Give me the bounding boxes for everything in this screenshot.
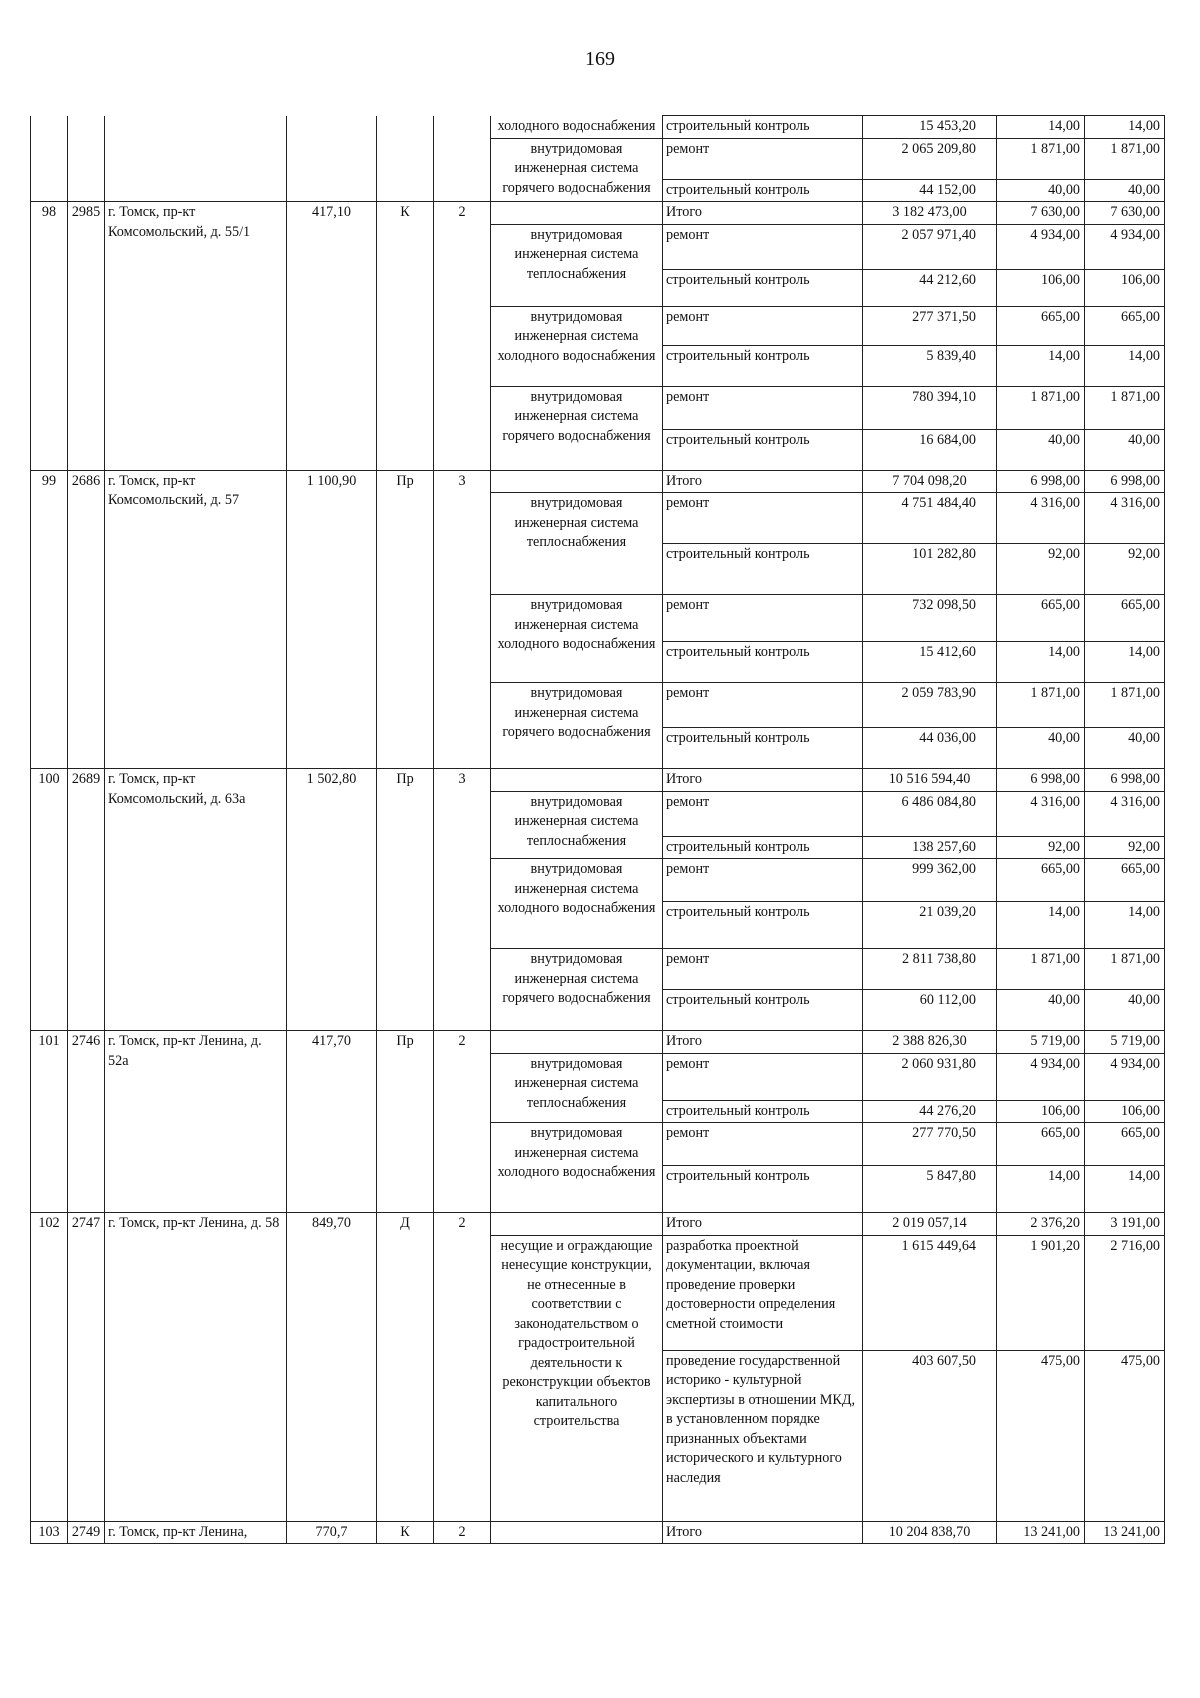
total-label: Итого	[663, 1031, 863, 1054]
work-cell: строительный контроль	[663, 990, 863, 1031]
work-cell: ремонт	[663, 138, 863, 179]
entry-row	[31, 1521, 1165, 1544]
element-cell: внутридомовая инженерная система холодного водоснабжения	[491, 1123, 663, 1213]
unit-cost-cell: 475,00	[997, 1350, 1085, 1521]
unit-cost-cell: 40,00	[997, 429, 1085, 470]
unit-cost-cell: 4 316,00	[997, 493, 1085, 544]
cost-cell: 15 412,60	[863, 642, 997, 683]
cost-cell: 5 847,80	[863, 1166, 997, 1213]
max-unit-cost-cell: 92,00	[1085, 544, 1165, 595]
entry-floors: 3	[434, 769, 491, 1031]
entry-row	[31, 470, 1165, 493]
cost-cell: 15 453,20	[863, 116, 997, 139]
entry-number: 98	[31, 202, 68, 471]
max-unit-cost-cell: 2 716,00	[1085, 1235, 1165, 1350]
total-label: Итого	[663, 769, 863, 792]
work-cell: разработка проектной документации, включая проведение проверки достоверности определения сметной стоимости	[663, 1235, 863, 1350]
entry-row	[31, 1031, 1165, 1054]
entry-floors: 2	[434, 1031, 491, 1213]
work-cell: ремонт	[663, 595, 863, 642]
cost-cell: 5 839,40	[863, 345, 997, 386]
entry-code: 2747	[68, 1213, 105, 1522]
unit-cost-cell: 665,00	[997, 595, 1085, 642]
element-cell: внутридомовая инженерная система теплоснабжения	[491, 224, 663, 306]
page-number: 169	[585, 48, 615, 70]
element-cell-empty	[491, 1213, 663, 1236]
element-cell-empty	[491, 1031, 663, 1054]
max-unit-cost-cell: 40,00	[1085, 179, 1165, 202]
entry-area: 1 502,80	[287, 769, 377, 1031]
entry-row	[31, 769, 1165, 792]
max-unit-cost-cell: 475,00	[1085, 1350, 1165, 1521]
max-unit-cost-cell: 40,00	[1085, 429, 1165, 470]
total-label: Итого	[663, 202, 863, 225]
entry-address: г. Томск, пр-кт Комсомольский, д. 55/1	[105, 202, 287, 471]
cost-cell: 999 362,00	[863, 859, 997, 902]
unit-cost-cell: 14,00	[997, 345, 1085, 386]
unit-cost-cell: 4 934,00	[997, 224, 1085, 269]
work-cell: ремонт	[663, 1123, 863, 1166]
cost-cell: 60 112,00	[863, 990, 997, 1031]
entry-row	[31, 202, 1165, 225]
entry-code: 2686	[68, 470, 105, 769]
work-cell: ремонт	[663, 859, 863, 902]
unit-cost-cell: 14,00	[997, 1166, 1085, 1213]
max-unit-cost-cell: 40,00	[1085, 728, 1165, 769]
entry-address: г. Томск, пр-кт Ленина, д. 58	[105, 1213, 287, 1522]
element-cell: внутридомовая инженерная система горячего водоснабжения	[491, 683, 663, 769]
total-max-unit-cost: 7 630,00	[1085, 202, 1165, 225]
entry-address: г. Томск, пр-кт Комсомольский, д. 57	[105, 470, 287, 769]
max-unit-cost-cell: 14,00	[1085, 902, 1165, 949]
total-unit-cost: 13 241,00	[997, 1521, 1085, 1544]
max-unit-cost-cell: 4 934,00	[1085, 1053, 1165, 1100]
entry-number: 102	[31, 1213, 68, 1522]
cost-cell: 6 486 084,80	[863, 791, 997, 836]
total-max-unit-cost: 5 719,00	[1085, 1031, 1165, 1054]
unit-cost-cell: 1 871,00	[997, 683, 1085, 728]
entry-address: г. Томск, пр-кт Ленина,	[105, 1521, 287, 1544]
entry-type: Пр	[377, 470, 434, 769]
cost-cell: 44 152,00	[863, 179, 997, 202]
work-cell: строительный контроль	[663, 544, 863, 595]
work-cell: ремонт	[663, 386, 863, 429]
element-cell: внутридомовая инженерная система теплоснабжения	[491, 493, 663, 595]
cost-cell: 277 770,50	[863, 1123, 997, 1166]
element-cell-empty	[491, 1521, 663, 1544]
cost-cell: 44 276,20	[863, 1100, 997, 1123]
work-cell: строительный контроль	[663, 902, 863, 949]
entry-type: Пр	[377, 1031, 434, 1213]
work-cell: ремонт	[663, 683, 863, 728]
element-cell: внутридомовая инженерная система холодного водоснабжения	[491, 306, 663, 386]
entry-address: г. Томск, пр-кт Комсомольский, д. 63а	[105, 769, 287, 1031]
work-cell: ремонт	[663, 224, 863, 269]
entry-floors: 2	[434, 1521, 491, 1544]
cost-cell: 44 212,60	[863, 269, 997, 306]
entry-area: 849,70	[287, 1213, 377, 1522]
total-unit-cost: 5 719,00	[997, 1031, 1085, 1054]
total-unit-cost: 7 630,00	[997, 202, 1085, 225]
work-cell: ремонт	[663, 306, 863, 345]
cost-cell: 2 057 971,40	[863, 224, 997, 269]
work-cell: строительный контроль	[663, 728, 863, 769]
capital-repair-table	[30, 115, 1165, 1544]
total-cost: 3 182 473,00	[863, 202, 997, 225]
max-unit-cost-cell: 1 871,00	[1085, 683, 1165, 728]
cost-cell: 2 811 738,80	[863, 949, 997, 990]
entry-area: 770,7	[287, 1521, 377, 1544]
unit-cost-cell: 92,00	[997, 544, 1085, 595]
work-cell: строительный контроль	[663, 179, 863, 202]
element-cell: внутридомовая инженерная система холодного водоснабжения	[491, 595, 663, 683]
entry-code: 2746	[68, 1031, 105, 1213]
entry-number: 101	[31, 1031, 68, 1213]
entry-type: Д	[377, 1213, 434, 1522]
max-unit-cost-cell: 1 871,00	[1085, 949, 1165, 990]
max-unit-cost-cell: 4 934,00	[1085, 224, 1165, 269]
element-cell: внутридомовая инженерная система горячего водоснабжения	[491, 386, 663, 470]
cost-cell: 4 751 484,40	[863, 493, 997, 544]
total-unit-cost: 6 998,00	[997, 769, 1085, 792]
work-cell: строительный контроль	[663, 836, 863, 859]
max-unit-cost-cell: 1 871,00	[1085, 138, 1165, 179]
total-unit-cost: 2 376,20	[997, 1213, 1085, 1236]
total-cost: 7 704 098,20	[863, 470, 997, 493]
max-unit-cost-cell: 665,00	[1085, 1123, 1165, 1166]
entry-floors: 2	[434, 1213, 491, 1522]
max-unit-cost-cell: 92,00	[1085, 836, 1165, 859]
element-cell-empty	[491, 769, 663, 792]
total-label: Итого	[663, 470, 863, 493]
max-unit-cost-cell: 14,00	[1085, 1166, 1165, 1213]
entry-number: 103	[31, 1521, 68, 1544]
total-cost: 2 388 826,30	[863, 1031, 997, 1054]
entry-code: 2689	[68, 769, 105, 1031]
element-cell: внутридомовая инженерная система горячего водоснабжения	[491, 138, 663, 202]
unit-cost-cell: 14,00	[997, 116, 1085, 139]
entry-area: 1 100,90	[287, 470, 377, 769]
work-cell: ремонт	[663, 493, 863, 544]
entry-row	[31, 1213, 1165, 1236]
continuation-row-hot-1	[31, 138, 1165, 179]
max-unit-cost-cell: 4 316,00	[1085, 493, 1165, 544]
max-unit-cost-cell: 14,00	[1085, 642, 1165, 683]
unit-cost-cell: 665,00	[997, 859, 1085, 902]
cost-cell: 16 684,00	[863, 429, 997, 470]
entry-number: 100	[31, 769, 68, 1031]
cost-cell: 2 059 783,90	[863, 683, 997, 728]
continuation-row-cold	[31, 116, 1165, 139]
work-cell: строительный контроль	[663, 269, 863, 306]
unit-cost-cell: 665,00	[997, 1123, 1085, 1166]
unit-cost-cell: 1 871,00	[997, 138, 1085, 179]
entry-type: Пр	[377, 769, 434, 1031]
work-cell: ремонт	[663, 949, 863, 990]
work-cell: строительный контроль	[663, 345, 863, 386]
unit-cost-cell: 1 901,20	[997, 1235, 1085, 1350]
max-unit-cost-cell: 1 871,00	[1085, 386, 1165, 429]
max-unit-cost-cell: 665,00	[1085, 859, 1165, 902]
cost-cell: 44 036,00	[863, 728, 997, 769]
work-cell: строительный контроль	[663, 1100, 863, 1123]
element-cell: внутридомовая инженерная система теплоснабжения	[491, 791, 663, 859]
element-cell-empty	[491, 470, 663, 493]
entry-address: г. Томск, пр-кт Ленина, д. 52а	[105, 1031, 287, 1213]
total-unit-cost: 6 998,00	[997, 470, 1085, 493]
entry-area: 417,10	[287, 202, 377, 471]
unit-cost-cell: 40,00	[997, 728, 1085, 769]
unit-cost-cell: 92,00	[997, 836, 1085, 859]
total-cost: 10 204 838,70	[863, 1521, 997, 1544]
cost-cell: 780 394,10	[863, 386, 997, 429]
max-unit-cost-cell: 106,00	[1085, 269, 1165, 306]
unit-cost-cell: 14,00	[997, 902, 1085, 949]
entry-area: 417,70	[287, 1031, 377, 1213]
work-cell: ремонт	[663, 791, 863, 836]
total-max-unit-cost: 6 998,00	[1085, 769, 1165, 792]
unit-cost-cell: 14,00	[997, 642, 1085, 683]
work-cell: ремонт	[663, 1053, 863, 1100]
entry-floors: 2	[434, 202, 491, 471]
total-cost: 2 019 057,14	[863, 1213, 997, 1236]
unit-cost-cell: 106,00	[997, 269, 1085, 306]
element-cell: холодного водоснабжения	[491, 116, 663, 139]
max-unit-cost-cell: 14,00	[1085, 116, 1165, 139]
unit-cost-cell: 1 871,00	[997, 386, 1085, 429]
max-unit-cost-cell: 665,00	[1085, 306, 1165, 345]
element-cell: внутридомовая инженерная система теплоснабжения	[491, 1053, 663, 1123]
entry-type: К	[377, 1521, 434, 1544]
cost-cell: 732 098,50	[863, 595, 997, 642]
unit-cost-cell: 4 934,00	[997, 1053, 1085, 1100]
unit-cost-cell: 40,00	[997, 990, 1085, 1031]
total-label: Итого	[663, 1521, 863, 1544]
entry-floors: 3	[434, 470, 491, 769]
max-unit-cost-cell: 14,00	[1085, 345, 1165, 386]
total-cost: 10 516 594,40	[863, 769, 997, 792]
element-cell: несущие и ограждающие ненесущие конструкции, не отнесенные в соответствии с законодательством о градостроительной деятельности к реконструкции объектов капитального строительства	[491, 1235, 663, 1521]
max-unit-cost-cell: 40,00	[1085, 990, 1165, 1031]
unit-cost-cell: 40,00	[997, 179, 1085, 202]
unit-cost-cell: 106,00	[997, 1100, 1085, 1123]
element-cell-empty	[491, 202, 663, 225]
entry-code: 2749	[68, 1521, 105, 1544]
max-unit-cost-cell: 4 316,00	[1085, 791, 1165, 836]
total-max-unit-cost: 3 191,00	[1085, 1213, 1165, 1236]
cost-cell: 2 060 931,80	[863, 1053, 997, 1100]
max-unit-cost-cell: 665,00	[1085, 595, 1165, 642]
cost-cell: 138 257,60	[863, 836, 997, 859]
unit-cost-cell: 4 316,00	[997, 791, 1085, 836]
cost-cell: 2 065 209,80	[863, 138, 997, 179]
entry-code: 2985	[68, 202, 105, 471]
element-cell: внутридомовая инженерная система холодного водоснабжения	[491, 859, 663, 949]
cost-cell: 1 615 449,64	[863, 1235, 997, 1350]
entry-type: К	[377, 202, 434, 471]
unit-cost-cell: 1 871,00	[997, 949, 1085, 990]
work-cell: строительный контроль	[663, 429, 863, 470]
work-cell: строительный контроль	[663, 642, 863, 683]
unit-cost-cell: 665,00	[997, 306, 1085, 345]
total-max-unit-cost: 6 998,00	[1085, 470, 1165, 493]
work-cell: проведение государственной историко - культурной экспертизы в отношении МКД, в установленном порядке признанных объектами исторического и культурного наследия	[663, 1350, 863, 1521]
cost-cell: 277 371,50	[863, 306, 997, 345]
total-max-unit-cost: 13 241,00	[1085, 1521, 1165, 1544]
work-cell: строительный контроль	[663, 1166, 863, 1213]
work-cell: строительный контроль	[663, 116, 863, 139]
entry-number: 99	[31, 470, 68, 769]
cost-cell: 403 607,50	[863, 1350, 997, 1521]
cost-cell: 101 282,80	[863, 544, 997, 595]
cost-cell: 21 039,20	[863, 902, 997, 949]
element-cell: внутридомовая инженерная система горячего водоснабжения	[491, 949, 663, 1031]
max-unit-cost-cell: 106,00	[1085, 1100, 1165, 1123]
total-label: Итого	[663, 1213, 863, 1236]
